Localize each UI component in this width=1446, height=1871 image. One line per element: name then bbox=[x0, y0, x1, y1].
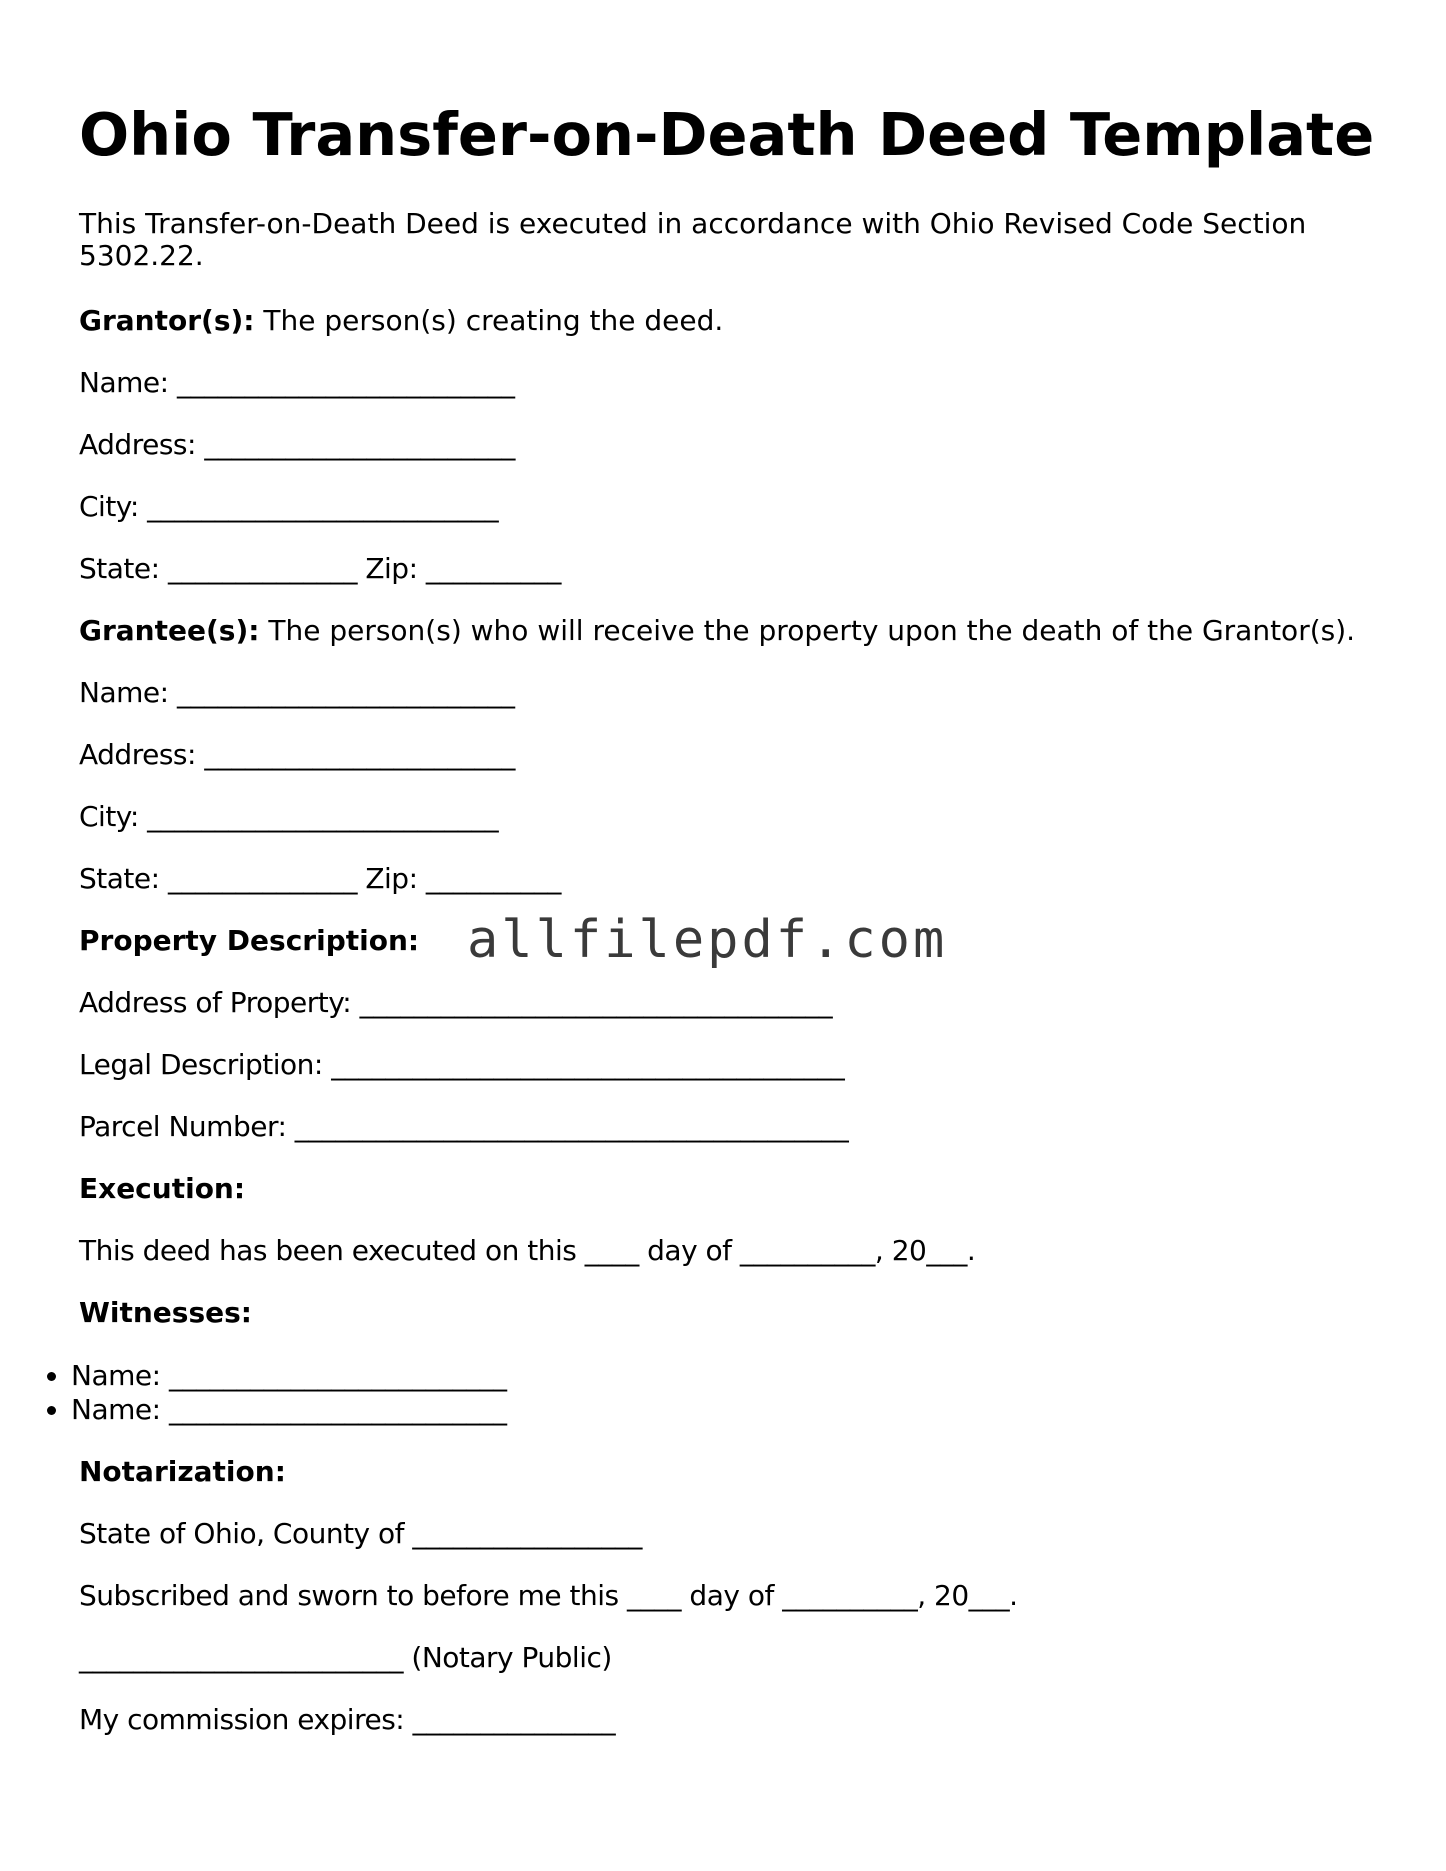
grantee-heading: Grantee(s): bbox=[79, 614, 260, 647]
grantor-heading: Grantor(s): bbox=[79, 304, 255, 337]
grantee-name-field: Name: _________________________ bbox=[79, 676, 515, 709]
witnesses-heading-line bbox=[79, 1296, 252, 1330]
document-title: Ohio Transfer-on-Death Deed Template bbox=[79, 100, 1375, 169]
notarization-heading-line bbox=[79, 1455, 286, 1489]
property-heading-line bbox=[79, 924, 419, 958]
property-legal-field: Legal Description: ______________________________________ bbox=[79, 1048, 845, 1081]
property-address-field: Address of Property: ___________________________________ bbox=[79, 986, 833, 1019]
witness-name-field-2: • Name: _________________________ bbox=[71, 1393, 506, 1427]
grantee-heading-line bbox=[79, 614, 1355, 648]
witnesses-heading: Witnesses: bbox=[79, 1296, 252, 1329]
execution-heading-line bbox=[79, 1172, 245, 1206]
property-parcel-field: Parcel Number: _________________________________________ bbox=[79, 1110, 849, 1143]
grantor-heading-line bbox=[79, 304, 723, 338]
grantor-description: The person(s) creating the deed. bbox=[254, 304, 724, 337]
notary-sworn-line: Subscribed and sworn to before me this ____ day of __________, 20___. bbox=[79, 1579, 1018, 1612]
execution-heading: Execution: bbox=[79, 1172, 246, 1205]
notarization-heading: Notarization: bbox=[79, 1455, 286, 1488]
intro-paragraph: This Transfer-on-Death Deed is executed in accordance with Ohio Revised Code Section 5302.22. bbox=[79, 207, 1307, 272]
grantee-city-field: City: __________________________ bbox=[79, 800, 499, 833]
grantor-state-zip-field: State: ______________ Zip: __________ bbox=[79, 552, 561, 585]
notary-county-field: State of Ohio, County of _________________ bbox=[79, 1517, 642, 1550]
witness-list bbox=[41, 1359, 506, 1427]
grantee-description: The person(s) who will receive the property upon the death of the Grantor(s). bbox=[259, 614, 1356, 647]
property-heading: Property Description: bbox=[79, 924, 420, 957]
grantee-state-zip-field: State: ______________ Zip: __________ bbox=[79, 862, 561, 895]
notary-expires-field: My commission expires: _______________ bbox=[79, 1703, 616, 1736]
grantor-name-field: Name: _________________________ bbox=[79, 366, 515, 399]
notary-signature-line: ________________________ (Notary Public) bbox=[79, 1641, 612, 1674]
grantor-city-field: City: __________________________ bbox=[79, 490, 499, 523]
watermark-text: allfilepdf.com bbox=[467, 910, 948, 970]
grantor-address-field: Address: _______________________ bbox=[79, 428, 515, 461]
execution-date-line: This deed has been executed on this ____ day of __________, 20___. bbox=[79, 1234, 976, 1267]
witness-name-field-1: • Name: _________________________ bbox=[71, 1359, 506, 1393]
grantee-address-field: Address: _______________________ bbox=[79, 738, 515, 771]
